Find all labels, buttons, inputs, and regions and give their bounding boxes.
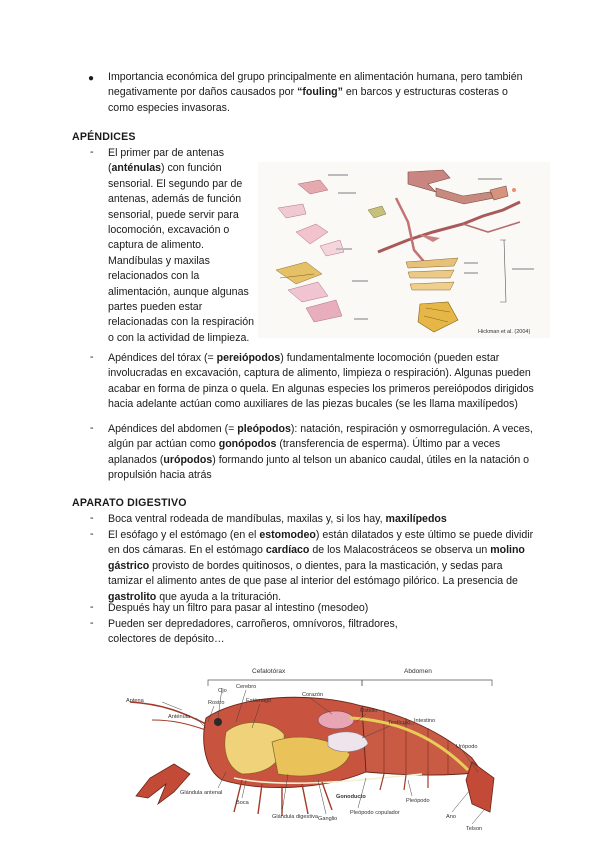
digestivo-item-2	[108, 528, 538, 605]
dash: -	[90, 528, 94, 540]
label-boca: Boca	[236, 800, 249, 806]
bold-text: anténulas	[111, 162, 161, 175]
dash: -	[90, 601, 94, 613]
apendices-item-1	[108, 146, 255, 346]
text: que ayuda a la trituración.	[156, 590, 282, 603]
dash: -	[90, 512, 94, 524]
bold-text: molino gástrico	[108, 544, 525, 572]
dash: -	[90, 146, 94, 158]
intro-text-end: en barcos y estructuras costeras o como especies invasoras.	[108, 86, 508, 114]
intro-paragraph	[108, 70, 528, 116]
label-cefalotorax: Cefalotórax	[252, 668, 286, 675]
label-telson: Telson	[466, 826, 483, 832]
label-ostiolo: Ostiolo	[360, 708, 378, 714]
label-glandula-digestiva: Glándula digestiva	[272, 814, 319, 820]
bold-text: pereiópodos	[216, 352, 281, 364]
bold-text: estomodeo	[259, 529, 316, 541]
apendices-item-3	[108, 422, 536, 484]
digestivo-item-3: Después hay un filtro para pasar al intestino (mesodeo)	[108, 602, 369, 614]
figure-credit: Hickman et al. (2004)	[478, 329, 531, 335]
digestivo-item-4: Pueden ser depredadores, carroñeros, omnívoros, filtradores, colectores de depósito…	[108, 618, 398, 646]
text: Apéndices del tórax (=	[108, 352, 217, 364]
label-antenula: Anténula	[168, 714, 191, 720]
label-ojo: Ojo	[218, 688, 227, 694]
bold-text: gastrolito	[108, 590, 157, 603]
label-ganglio: Ganglio	[318, 816, 338, 822]
text: Boca ventral rodeada de mandíbulas, maxilas y, si los hay,	[108, 513, 386, 525]
text: Apéndices del abdomen (=	[108, 423, 238, 435]
label-testiculo: Testículo	[388, 720, 411, 726]
label-corazon: Corazón	[302, 692, 324, 698]
dash: -	[90, 422, 94, 434]
bullet-dot: ●	[88, 73, 95, 84]
crayfish-anatomy-diagram	[122, 662, 500, 832]
text: ) fundamentalmente locomoción (pueden estar involucradas en excavación, captura de alimento, limpieza o respiración). Algunas pueden acabar en forma de pinza o quela. En algunas especies los primeros pereiópodos dirigidos hacia adelante actúan como auxiliares de las piezas bucales (se les llama maxilípedos)	[108, 352, 534, 411]
text: ) formando junto al telson un abanico caudal, útiles en la natación o propulsión hacia atrás	[108, 453, 530, 482]
bold-text: maxilípedos	[385, 513, 447, 525]
appendages-figure	[258, 162, 550, 338]
label-rostro: Rostro	[208, 700, 225, 706]
bold-text: cardíaco	[265, 544, 310, 557]
label-ano: Ano	[446, 814, 456, 820]
intro-bold: “fouling”	[297, 86, 343, 99]
intro-text: Importancia económica del grupo principalmente en alimentación humana, pero también negativamente por daños causados por	[108, 71, 523, 99]
text: El esófago y el estómago (en el	[108, 529, 260, 541]
dash: -	[90, 351, 94, 363]
text: de los Malacostráceos se observa un	[309, 544, 491, 557]
text: ) están dilatados y este último se puede dividir en dos cámaras. En el estómago	[108, 529, 534, 557]
apendices-item-2	[108, 351, 536, 413]
digestivo-item-1	[108, 512, 538, 527]
label-glandula-antenal: Glándula antenal	[180, 790, 223, 796]
text: (transferencia de esperma). Último par a veces aplanados (	[108, 438, 501, 466]
label-estomago: Estómago	[246, 698, 272, 704]
label-intestino: Intestino	[414, 718, 436, 724]
text: ) con función sensorial. El segundo par de antenas, además de función sensorial, puede servir para locomoción, excavación o captura de alimento. Mandíbulas y maxilas relacionados con la alimentación, aunque algunas partes pueden estar relacionadas con la respiración o con la actividad de limpieza.	[108, 162, 255, 344]
heading-apendices: APÉNDICES	[72, 131, 136, 143]
text: El primer par de antenas (	[108, 147, 225, 175]
bold-text: pleópodos	[237, 423, 291, 435]
dash: -	[90, 617, 94, 629]
label-pleopodo-copulador: Pleópodo copulador	[350, 810, 400, 816]
text: ): natación, respiración y osmorregulación. A veces, algún par actúan como	[108, 423, 533, 451]
label-cerebro: Cerebro	[236, 684, 257, 690]
heading-digestivo: APARATO DIGESTIVO	[72, 497, 187, 509]
bold-text: gonópodos	[218, 438, 277, 451]
label-abdomen: Abdomen	[404, 668, 432, 675]
label-pleopodo: Pleópodo	[406, 798, 430, 804]
label-uropodo: Urópodo	[456, 744, 478, 750]
bold-text: urópodos	[163, 453, 213, 466]
text: provisto de bordes quitinosos, o dientes, para la masticación, y sedas para tamizar el alimento antes de que pase al interior del estómago pilórico. La presencia de	[108, 559, 518, 588]
label-gonoducto: Gonoducto	[336, 794, 366, 800]
label-antena: Antena	[126, 698, 144, 704]
